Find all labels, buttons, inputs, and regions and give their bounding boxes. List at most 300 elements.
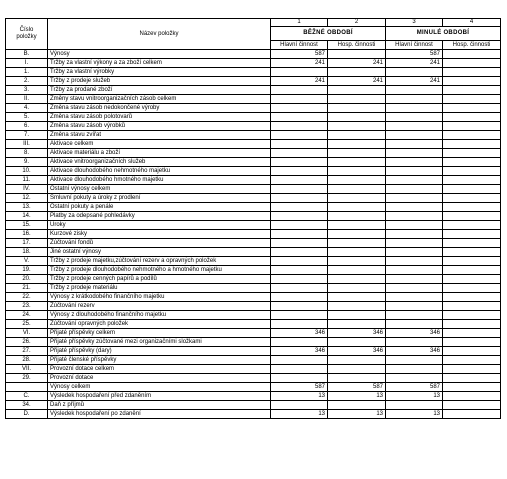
row-name: Tržby za prodané zboží [48,86,271,95]
value-econ-current [328,176,386,185]
value-econ-previous [443,275,501,284]
value-main-current [271,140,328,149]
value-main-previous [386,257,443,266]
table-row [6,257,501,266]
table-row [6,194,501,203]
row-name: Tržby z prodeje služeb [48,77,271,86]
value-econ-previous [443,176,501,185]
row-number: 3. [6,86,48,95]
value-main-previous [386,284,443,293]
row-name: Změny stavu vnitroorganizačních zásob celkem [48,95,271,104]
table-row [6,77,501,86]
value-econ-current: 13 [328,392,386,401]
value-econ-previous [443,68,501,77]
value-econ-previous [443,140,501,149]
value-econ-previous [443,248,501,257]
row-number: 19. [6,266,48,275]
row-number: 12. [6,194,48,203]
value-econ-previous [443,410,501,419]
row-number: 22. [6,293,48,302]
value-econ-current [328,95,386,104]
table-row [6,248,501,257]
value-econ-current [328,257,386,266]
row-name: Ostatní výnosy celkem [48,185,271,194]
value-econ-previous [443,59,501,68]
table-row [6,302,501,311]
value-econ-previous [443,221,501,230]
value-econ-current [328,356,386,365]
income-statement-sheet [5,18,501,419]
income-statement-table [5,18,501,419]
col-item-name-header: Název položky [48,19,271,50]
row-number: 1. [6,68,48,77]
row-name: Tržby z prodeje cenných papírů a podílů [48,275,271,284]
row-name: Provozní dotace celkem [48,365,271,374]
value-main-current [271,401,328,410]
value-main-previous [386,320,443,329]
row-number: 7. [6,131,48,140]
table-row [6,158,501,167]
col-item-no-header: Číslo položky [6,19,48,50]
value-main-previous [386,239,443,248]
value-main-current [271,68,328,77]
value-econ-previous [443,302,501,311]
value-main-previous [386,86,443,95]
value-econ-current [328,293,386,302]
value-econ-previous [443,365,501,374]
value-econ-previous [443,104,501,113]
value-econ-current: 346 [328,329,386,338]
value-main-current [271,167,328,176]
row-number: C. [6,392,48,401]
value-econ-previous [443,230,501,239]
value-econ-previous [443,131,501,140]
col-number-2: 2 [328,19,386,27]
value-econ-current [328,140,386,149]
table-row [6,383,501,392]
row-number: 18. [6,248,48,257]
value-main-previous: 346 [386,329,443,338]
value-main-previous: 13 [386,392,443,401]
value-econ-previous [443,311,501,320]
value-econ-current [328,185,386,194]
value-main-previous [386,113,443,122]
value-econ-previous [443,158,501,167]
value-econ-current [328,239,386,248]
table-row [6,230,501,239]
table-row [6,167,501,176]
row-name: Zúčtování opravných položek [48,320,271,329]
row-number: B. [6,50,48,59]
col-number-1: 1 [271,19,328,27]
row-name: Platby za odepsané pohledávky [48,212,271,221]
value-main-previous [386,212,443,221]
value-main-current [271,122,328,131]
value-econ-previous [443,167,501,176]
value-econ-previous [443,320,501,329]
row-name: Kurzové zisky [48,230,271,239]
row-name: Přijaté příspěvky celkem [48,329,271,338]
value-main-previous [386,221,443,230]
sub-header-main-previous: Hlavní činnost [386,41,443,50]
row-number: II. [6,95,48,104]
table-row [6,86,501,95]
value-main-current [271,248,328,257]
value-econ-current [328,401,386,410]
value-econ-previous [443,392,501,401]
row-number: 16. [6,230,48,239]
value-main-previous [386,374,443,383]
sub-header-econ-current: Hosp. činnosti [328,41,386,50]
row-number: 25. [6,320,48,329]
value-main-current [271,158,328,167]
row-name: Přijaté příspěvky zúčtované mezi organizačními složkami [48,338,271,347]
row-number: 17. [6,239,48,248]
col-number-4: 4 [443,19,501,27]
value-econ-previous [443,113,501,122]
row-name: Přijaté příspěvky (dary) [48,347,271,356]
value-econ-current: 13 [328,410,386,419]
value-main-current [271,131,328,140]
row-name: Smluvní pokuty a úroky z prodlení [48,194,271,203]
row-number: 20. [6,275,48,284]
value-main-current [271,365,328,374]
row-number: 27. [6,347,48,356]
value-main-current [271,95,328,104]
value-main-previous: 241 [386,59,443,68]
row-name: Úroky [48,221,271,230]
table-row [6,104,501,113]
row-number: 8. [6,149,48,158]
row-name: Ostatní pokuty a penále [48,203,271,212]
value-econ-current [328,311,386,320]
value-econ-previous [443,257,501,266]
row-name: Výnosy z dlouhodobého finančního majetku [48,311,271,320]
value-econ-current [328,365,386,374]
value-main-previous: 587 [386,50,443,59]
value-econ-current [328,320,386,329]
row-number: VII. [6,365,48,374]
value-econ-previous [443,203,501,212]
row-number: IV. [6,185,48,194]
row-name: Výnosy [48,50,271,59]
value-econ-previous [443,95,501,104]
value-main-previous [386,365,443,374]
value-main-previous [386,131,443,140]
value-main-previous: 241 [386,77,443,86]
value-main-previous: 346 [386,347,443,356]
row-name: Výnosy z krátkodobého finančního majetku [48,293,271,302]
table-row [6,140,501,149]
value-main-current [271,266,328,275]
value-econ-current [328,203,386,212]
value-main-current [271,212,328,221]
value-main-current: 241 [271,77,328,86]
row-number: D. [6,410,48,419]
row-number: 5. [6,113,48,122]
value-main-current: 241 [271,59,328,68]
value-econ-current [328,167,386,176]
table-row [6,356,501,365]
table-row [6,176,501,185]
value-econ-previous [443,284,501,293]
row-number: I. [6,59,48,68]
value-main-current: 13 [271,410,328,419]
value-econ-current [328,230,386,239]
table-row [6,365,501,374]
table-row [6,293,501,302]
table-row [6,284,501,293]
value-econ-previous [443,338,501,347]
value-econ-current: 241 [328,59,386,68]
row-number: 9. [6,158,48,167]
value-main-previous [386,95,443,104]
row-name: Výsledek hospodaření po zdanění [48,410,271,419]
value-main-previous [386,356,443,365]
value-main-previous [386,248,443,257]
value-main-previous [386,158,443,167]
sub-header-econ-previous: Hosp. činnosti [443,41,501,50]
value-econ-previous [443,347,501,356]
row-number: 11. [6,176,48,185]
table-row [6,338,501,347]
value-econ-previous [443,122,501,131]
row-number: VI. [6,329,48,338]
value-econ-current [328,68,386,77]
value-econ-previous [443,401,501,410]
value-main-current [271,149,328,158]
value-econ-current [328,113,386,122]
value-econ-current [328,149,386,158]
table-body [6,50,501,419]
table-row [6,68,501,77]
row-number: 23. [6,302,48,311]
value-main-current [271,176,328,185]
row-name: Výnosy celkem [48,383,271,392]
value-main-previous [386,275,443,284]
row-name: Aktivace materiálu a zboží [48,149,271,158]
value-main-current: 587 [271,383,328,392]
value-econ-current [328,158,386,167]
value-main-previous [386,149,443,158]
value-main-previous [386,293,443,302]
table-row [6,374,501,383]
table-row [6,59,501,68]
row-name: Tržby z prodeje dlouhodobého nehmotného a hmotného majetku [48,266,271,275]
table-row [6,329,501,338]
value-main-current [271,221,328,230]
row-name: Zúčtování fondů [48,239,271,248]
value-main-current [271,203,328,212]
row-number: 14. [6,212,48,221]
row-number: 26. [6,338,48,347]
value-main-current [271,311,328,320]
value-econ-previous [443,329,501,338]
row-number: III. [6,140,48,149]
value-econ-previous [443,293,501,302]
row-number: 10. [6,167,48,176]
table-row [6,410,501,419]
table-row [6,392,501,401]
value-econ-current [328,275,386,284]
value-main-previous [386,68,443,77]
value-econ-current: 241 [328,77,386,86]
value-main-previous [386,122,443,131]
row-name: Provozní dotace [48,374,271,383]
value-econ-previous [443,356,501,365]
table-row [6,320,501,329]
value-main-previous [386,311,443,320]
value-main-current: 346 [271,329,328,338]
row-name: Změna stavu zásob nedokončené výroby [48,104,271,113]
col-number-3: 3 [386,19,443,27]
value-main-current [271,113,328,122]
value-econ-previous [443,77,501,86]
row-number: 21. [6,284,48,293]
value-econ-current [328,122,386,131]
value-econ-current [328,338,386,347]
value-main-current [271,293,328,302]
value-econ-previous [443,86,501,95]
value-main-previous [386,167,443,176]
period-previous-header: MINULÉ OBDOBÍ [386,27,501,41]
value-econ-previous [443,185,501,194]
value-main-previous [386,203,443,212]
value-econ-current [328,194,386,203]
row-name: Zúčtování rezerv [48,302,271,311]
value-econ-previous [443,374,501,383]
table-row [6,212,501,221]
value-main-previous: 13 [386,410,443,419]
table-row [6,221,501,230]
row-name: Změna stavu zásob výrobků [48,122,271,131]
value-econ-current [328,50,386,59]
table-row [6,131,501,140]
value-econ-current [328,374,386,383]
row-number: 24. [6,311,48,320]
value-main-current [271,194,328,203]
value-main-current [271,239,328,248]
value-main-previous [386,194,443,203]
table-row [6,275,501,284]
table-row [6,185,501,194]
table-row [6,203,501,212]
value-main-current [271,356,328,365]
row-number: V. [6,257,48,266]
value-econ-current: 587 [328,383,386,392]
value-econ-current [328,221,386,230]
value-econ-current [328,86,386,95]
value-econ-current: 346 [328,347,386,356]
value-main-current [271,230,328,239]
value-econ-previous [443,239,501,248]
value-econ-current [328,266,386,275]
value-main-current: 13 [271,392,328,401]
value-econ-current [328,302,386,311]
value-main-previous [386,104,443,113]
row-number: 15. [6,221,48,230]
period-current-header: BĚŽNÉ OBDOBÍ [271,27,386,41]
value-main-current [271,257,328,266]
row-number: 29. [6,374,48,383]
row-name: Přijaté členské příspěvky [48,356,271,365]
table-row [6,239,501,248]
value-econ-current [328,284,386,293]
row-name: Tržby z prodeje materiálu [48,284,271,293]
row-number: 13. [6,203,48,212]
value-main-previous [386,176,443,185]
value-econ-current [328,248,386,257]
value-main-current [271,338,328,347]
value-econ-current [328,131,386,140]
row-name: Změna stavu zásob polotovarů [48,113,271,122]
value-econ-current [328,104,386,113]
sub-header-main-current: Hlavní činnost [271,41,328,50]
value-main-previous [386,338,443,347]
table-row [6,347,501,356]
value-main-previous [386,401,443,410]
value-econ-previous [443,383,501,392]
row-name: Aktivace vnitroorganizačních služeb [48,158,271,167]
row-number: 2. [6,77,48,86]
row-number: 28. [6,356,48,365]
table-row [6,401,501,410]
table-row [6,311,501,320]
row-name: Výsledek hospodaření před zdaněním [48,392,271,401]
row-name: Tržby za vlastní výkony a za zboží celkem [48,59,271,68]
value-main-current [271,275,328,284]
table-row [6,50,501,59]
value-main-current [271,185,328,194]
row-name: Jiné ostatní výnosy [48,248,271,257]
value-main-previous [386,185,443,194]
value-main-current [271,104,328,113]
value-main-current: 587 [271,50,328,59]
value-econ-previous [443,266,501,275]
row-name: Tržby z prodeje majetku,zúčtování rezerv a opravných položek [48,257,271,266]
value-main-previous [386,140,443,149]
value-main-previous [386,302,443,311]
value-main-current [271,374,328,383]
row-name: Tržby za vlastní výrobky [48,68,271,77]
value-econ-previous [443,149,501,158]
value-main-current [271,302,328,311]
row-name: Změna stavu zvířat [48,131,271,140]
row-number: 6. [6,122,48,131]
table-row [6,122,501,131]
row-number [6,383,48,392]
row-number: 34. [6,401,48,410]
table-row [6,95,501,104]
row-name: Daň z příjmů [48,401,271,410]
value-econ-previous [443,194,501,203]
row-name: Aktivace dlouhodobého nehmotného majetku [48,167,271,176]
value-econ-current [328,212,386,221]
value-main-current [271,284,328,293]
table-row [6,149,501,158]
value-main-current [271,86,328,95]
value-econ-previous [443,50,501,59]
value-main-previous [386,266,443,275]
row-number: 4. [6,104,48,113]
row-name: Aktivace dlouhodobého hmotného majetku [48,176,271,185]
value-main-previous [386,230,443,239]
table-row [6,113,501,122]
value-main-current: 346 [271,347,328,356]
table-row [6,266,501,275]
value-main-current [271,320,328,329]
value-econ-previous [443,212,501,221]
